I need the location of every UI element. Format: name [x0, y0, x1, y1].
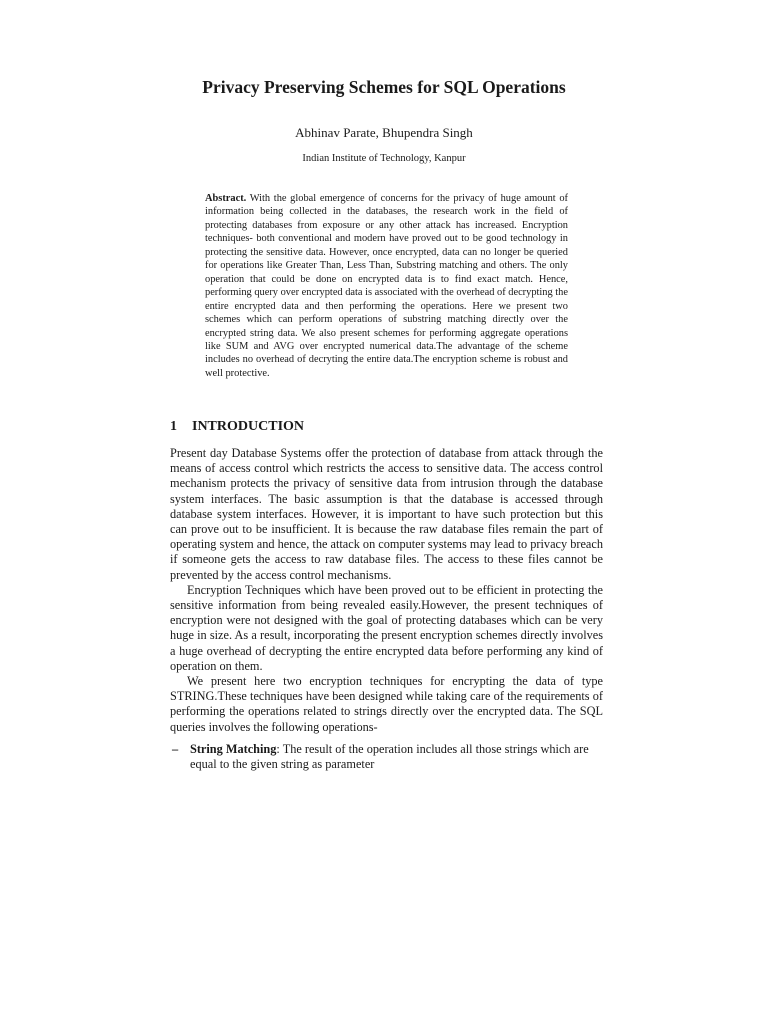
section-number: 1	[170, 419, 177, 434]
body-paragraph: Encryption Techniques which have been proved out to be efficient in protecting the sensitive information from being revealed easily.However, the present techniques of encryption were not designed with the goal of protecting databases which can be very huge in size. As a result, incorporating the present encryption schemes directly involves a huge overhead of decrypting the entire encrypted data before performing any kind of operation on them.	[170, 582, 603, 673]
paper-authors: Abhinav Parate, Bhupendra Singh	[295, 125, 473, 140]
bullet-dash: –	[172, 742, 179, 756]
section-title: INTRODUCTION	[192, 419, 305, 434]
abstract	[205, 192, 568, 380]
list-item-text: : The result of the operation includes all those strings which are equal to the given string as parameter	[190, 742, 589, 772]
paper-title: Privacy Preserving Schemes for SQL Operations	[202, 77, 566, 97]
section-body	[170, 446, 603, 735]
abstract-text: With the global emergence of concerns for the privacy of huge amount of information being collected in the databases, the research work in the field of protecting databases from exposure or any other attack has increased. Encryption techniques- both conventional and modern have proved out to be good technology in protecting the sensitive data. However, once encrypted, data can no longer be queried for operations like Greater Than, Less Than, Substring matching and others. The only operation that could be done on encrypted data is to find exact match. Hence, performing query over encrypted data is associated with the overhead of decrypting the entire encrypted data and then performing the operations. Here we present two schemes which can perform operations of substring matching directly over the encrypted string data. We also present schemes for performing aggregate operations like SUM and AVG over encrypted numerical data.The advantage of the scheme includes no overhead of decryting the entire data.The encryption scheme is robust and well protective.	[205, 193, 568, 379]
abstract-label: Abstract.	[205, 193, 247, 204]
body-paragraph: We present here two encryption techniques for encrypting the data of type STRING.These techniques have been designed while taking care of the requirements of performing the operations related to strings directly over the encrypted data. The SQL queries involves the following operations-	[170, 674, 603, 734]
operations-list	[172, 742, 603, 772]
paper-affiliation: Indian Institute of Technology, Kanpur	[302, 153, 466, 164]
list-item	[172, 742, 603, 772]
section-heading	[170, 418, 304, 436]
body-paragraph: Present day Database Systems offer the protection of database from attack through the means of access control which restricts the access to sensitive data. The access control mechanism protects the privacy of sensitive data from intrusion through the database system interfaces. The basic assumption is that the database is accessed through database system interfaces. However, it is important to have such protection but this can prove out to be insufficient. It is because the raw database files remain the part of operating system and hence, the attack on computer systems may lead to privacy breach if someone gets the access to raw database files. The access to these files cannot be prevented by the access control mechanisms.	[170, 446, 603, 582]
list-item-term: String Matching	[190, 742, 277, 756]
